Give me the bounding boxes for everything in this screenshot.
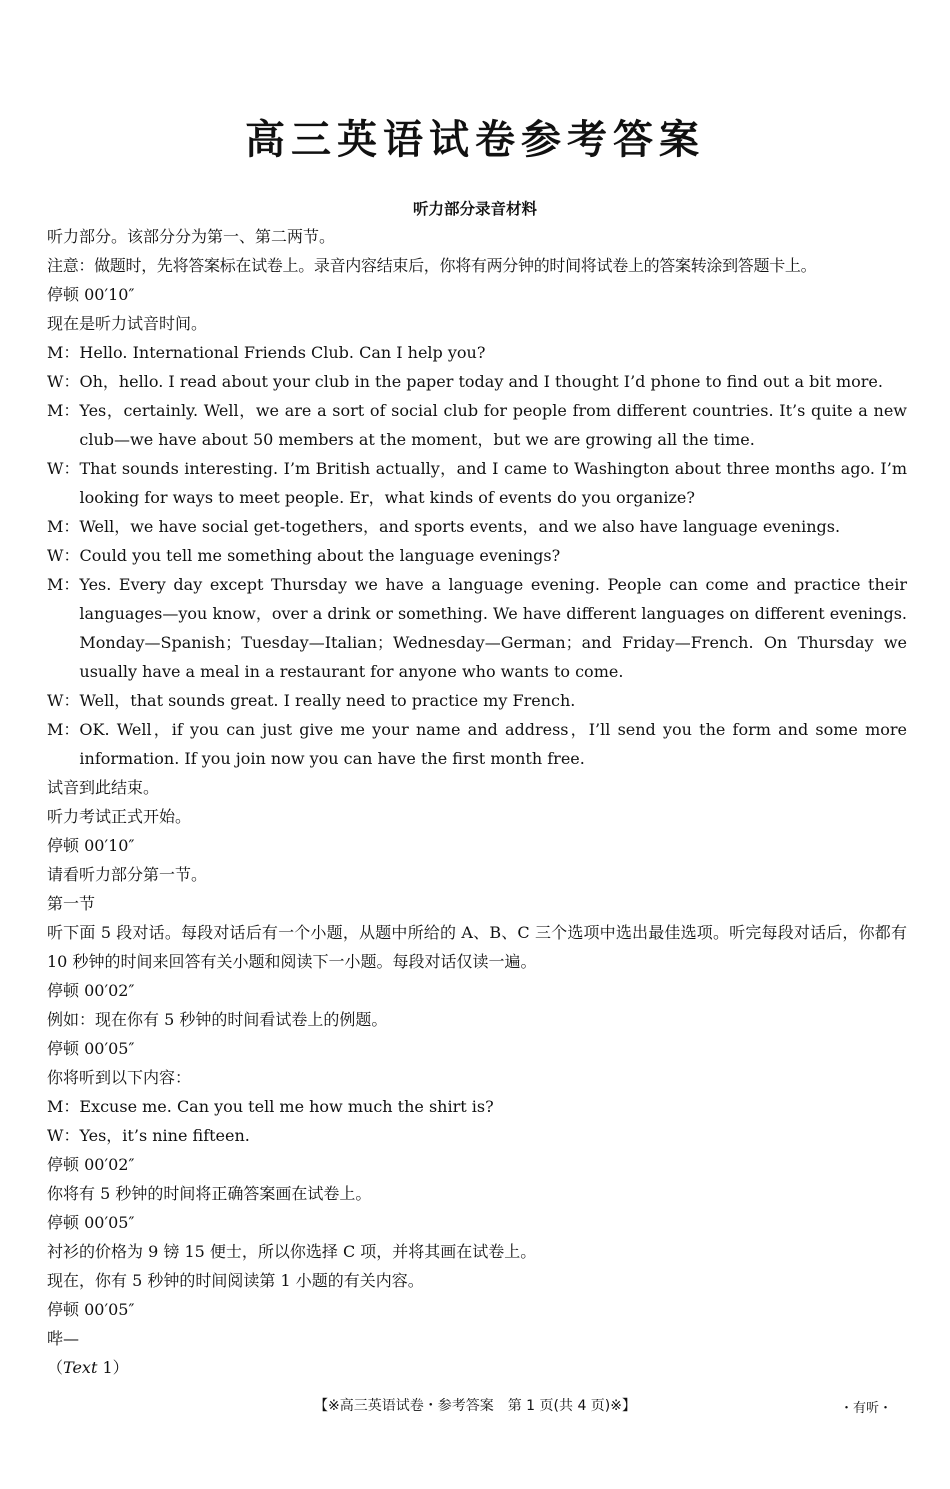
text-line: 你将听到以下内容：	[47, 1068, 192, 1087]
dialog-text: Excuse me. Can you tell me how much the shirt is?	[79, 1097, 494, 1116]
pause-marker: 停顿 00′02″	[47, 981, 135, 1000]
dialog-text: That sounds interesting. I’m British actually，and I came to Washington about three months ago. I’m looking for ways to meet people. Er，what kinds of events do you organize?	[79, 459, 907, 507]
dialog-line	[47, 686, 907, 715]
text-label	[47, 1353, 907, 1382]
text-line: 听力考试正式开始。	[47, 807, 192, 826]
dialog-line	[47, 1092, 907, 1121]
page-footer: 【※高三英语试卷・参考答案 第 1 页(共 4 页)※】	[314, 1398, 636, 1414]
dialog-line	[47, 541, 907, 570]
speaker-label: M：	[47, 575, 80, 594]
text-line: 你将有 5 秒钟的时间将正确答案画在试卷上。	[47, 1184, 372, 1203]
section-label: 第一节	[47, 894, 96, 913]
pause-marker: 停顿 00′10″	[47, 836, 135, 855]
text-line: 例如：现在你有 5 秒钟的时间看试卷上的例题。	[47, 1010, 388, 1029]
speaker-label: W：	[47, 691, 80, 710]
pause-marker: 停顿 00′05″	[47, 1300, 135, 1319]
section-heading: 听力部分录音材料	[412, 200, 537, 218]
pause-marker: 停顿 00′02″	[47, 1155, 135, 1174]
speaker-label: M：	[47, 401, 80, 420]
speaker-label: M：	[47, 720, 80, 739]
dialog-text: Yes. Every day except Thursday we have a language evening. People can come and practice their languages—you know，over a drink or something. We have different languages on different evenings. Monday—Spanish；Tuesday—Italian；Wednesday—German；and Friday—French. On Thursday we usually have a meal in a restaurant for anyone who wants to come.	[79, 575, 907, 681]
text-line: 注意：做题时，先将答案标在试卷上。录音内容结束后，你将有两分钟的时间将试卷上的答案转涂到答题卡上。	[47, 256, 817, 275]
text-line: 听力部分。该部分分为第一、第二两节。	[47, 227, 336, 246]
text-line: 衬衫的价格为 9 镑 15 便士，所以你选择 C 项，并将其画在试卷上。	[47, 1242, 537, 1261]
text-number: 1）	[97, 1358, 129, 1377]
text-line: 试音到此结束。	[47, 778, 160, 797]
dialog-line	[47, 512, 907, 541]
dialog-text: Hello. International Friends Club. Can I help you?	[79, 343, 486, 362]
dialog-line	[47, 570, 907, 686]
speaker-label: W：	[47, 459, 80, 478]
speaker-label: M：	[47, 517, 80, 536]
footer-note: ・有听・	[840, 1401, 893, 1416]
instruction-paragraph: 听下面 5 段对话。每段对话后有一个小题，从题中所给的 A、B、C 三个选项中选出最佳选项。听完每段对话后，你都有 10 秒钟的时间来回答有关小题和阅读下一小题。每段对话仅读一遍。	[47, 923, 907, 971]
paren-open: （	[47, 1358, 64, 1377]
dialog-text: Well，that sounds great. I really need to practice my French.	[79, 691, 576, 710]
text-line: 现在是听力试音时间。	[47, 314, 208, 333]
speaker-label: W：	[47, 1126, 80, 1145]
beep-marker: 哔—	[47, 1329, 80, 1348]
text-line: 请看听力部分第一节。	[47, 865, 208, 884]
dialog-text: Yes，certainly. Well，we are a sort of social club for people from different countries. It’s quite a new club—we have about 50 members at the moment，but we are growing all the time.	[79, 401, 907, 449]
text-word: Text	[63, 1358, 98, 1377]
dialog-text: Oh，hello. I read about your club in the paper today and I thought I’d phone to find out a bit more.	[79, 372, 883, 391]
dialog-text: Could you tell me something about the language evenings?	[79, 546, 561, 565]
dialog-line	[47, 1121, 907, 1150]
speaker-label: M：	[47, 343, 80, 362]
speaker-label: M：	[47, 1097, 80, 1116]
pause-marker: 停顿 00′05″	[47, 1039, 135, 1058]
dialog-line	[47, 396, 907, 454]
dialog-text: Yes，it’s nine fifteen.	[79, 1126, 250, 1145]
dialog-text: Well，we have social get-togethers，and sports events，and we also have language evenings.	[79, 517, 841, 536]
pause-marker: 停顿 00′10″	[47, 285, 135, 304]
dialog-line	[47, 338, 907, 367]
page-title: 高三英语试卷参考答案	[245, 117, 705, 163]
pause-marker: 停顿 00′05″	[47, 1213, 135, 1232]
dialog-line	[47, 454, 907, 512]
speaker-label: W：	[47, 546, 80, 565]
dialog-line	[47, 715, 907, 773]
text-line: 现在，你有 5 秒钟的时间阅读第 1 小题的有关内容。	[47, 1271, 424, 1290]
dialog-text: OK. Well，if you can just give me your name and address，I’ll send you the form and some more information. If you join now you can have the first month free.	[79, 720, 907, 768]
speaker-label: W：	[47, 372, 80, 391]
dialog-line	[47, 367, 907, 396]
transcript-body	[47, 222, 907, 1382]
